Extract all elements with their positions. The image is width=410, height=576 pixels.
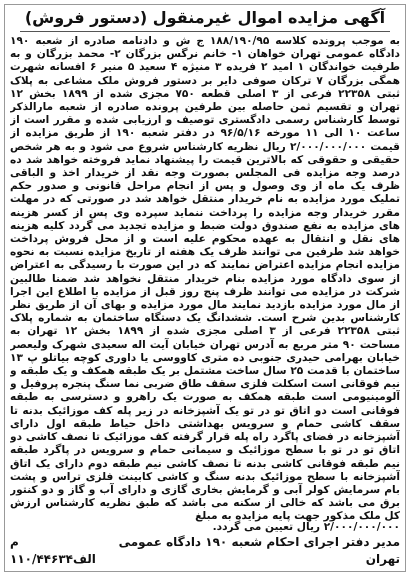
title-divider (20, 31, 390, 32)
reference-number: م الف۱۱۰/۴۴۶۳۴ (10, 535, 96, 566)
notice-title: آگهی مزایده اموال غیرمنقول (دستور فروش) (24, 8, 386, 27)
notice-footer (10, 520, 400, 568)
notice-body-text: به موجب پرونده کلاسه ۱۸۸/۱۹۰/۹۵ ج ش و دادنامه صادره از شعبه ۱۹۰ دادگاه عمومی تهران خواهان ۱- خانم نرگس بزرگان ۲- محمد بزرگان و به طرفیت خواندگان ۱ امید ۲ فریده ۳ منیژه ۴ سعید ۵ منیر ۶ افسانه شهرت همگی بزرگان ۷ ترکان صوفی دایر بر دستور فروش ملک مشاعی به پلاک ثبتی ۲۲۳۵۸ فرعی از ۳ اصلی قطعه ۷۵۰ مجزی شده از ۱۸۹۹ بخش ۱۲ تهران و تقسیم ثمن حاصله بین طرفین پرونده صادره از شعبه مارالذکر توسط کارشناس رسمی دادگستری توصیف و ارزیابی شده و مقرر است از ساعت ۱۰ الی ۱۱ مورخه ۹۶/۵/۱۶ در دفتر شعبه ۱۹۰ از طریق مزایده از قیمت ۲/۰۰۰/۰۰۰/۰۰۰ ریال نظریه کارشناس شروع می شود و به هر شخص حقیقی و حقوقی که بالاترین قیمت را پیشنهاد نماید فروخته خواهد شد ده درصد وجه مزایده فی المجلس بصورت وجه نقد از خریدار اخذ و الباقی ظرف یک ماه از وی وصول و پس از انجام مراحل قانونی و صدور حکم تملیک مورد مزایده به نام خریدار منتقل خواهد شد در صورتی که در مهلت مقرر خریدار وجه مزایده را پرداخت ننماید سپرده وی پس از کسر هزینه های مزایده به نفع صندوق دولت ضبط و مزایده تجدید می گردد کلیه هزینه های نقل و انتقال به عهده محکوم علیه است و از محل فروش پرداخت خواهد شد طرفین می توانند ظرف یک هفته از تاریخ مزایده نسبت به نحوه مزایده انجام مزایده اعتراض نمایند که در این صورت با رسیدگی به اعتراض از سوی دادگاه مورد مزایده بنام خریدار منتقل نخواهد شد ضمنا طالبین شرکت در مزایده می توانند ظرف پنج روز قبل از مزایده با اطلاع این اجرا از مال مورد مزایده بازدید نمایند مال مورد مزایده و بهای آن از طریق نظر کارشناس بدین شرح است. ششدانگ یک دستگاه ساختمان به شماره پلاک ثبتی ۲۲۳۵۸ فرعی از ۳ اصلی مجزی شده از ۱۸۹۹ بخش ۱۲ تهران به مساحت ۹۰ متر مربع به آدرس تهران خیابان آیت اله سعیدی شهرک ولیعصر خیابان بهرامی حیدری جنوبی ده متری کاووسی یا داوری کوچه بیاتلو پ ۱۳ ساختمان با قدمت ۲۵ سال ساخت مشتمل بر یک طبقه همکف و یک طبقه و نیم فوقانی است اسکلت فلزی سقف طاق ضربی نما سنگ پنجره پروفیل و آلومینیومی است طبقه همکف به صورت یک راهرو و دسترسی به طبقه فوقانی است دو اتاق تو در تو یک آشپزخانه در زیر پله کف موزائیک بدنه تا سقف کاشی حمام و سرویس بهداشتی داخل حیاط طبقه اول دارای آشپزخانه در فضای پاگرد راه پله قرار گرفته کف موزائیک تا نصف کاشی دو اتاق تو در تو با سطح موزائیک و سیمانی حمام و سرویس در پاگرد طبقه نیم طبقه فوقانی کاشی بدنه تا نصف کاشی نیم طبقه دوم دارای یک اتاق آشپزخانه با سطح موزائیک بدنه سنگ و کاشی کابینت فلزی تراس و پشت بام سرمایش کولر آبی و گرمایش بخاری گازی و دارای آب و گاز و دو کنتور برق می باشد که خالی از سکنه می باشد که طبق نظریه کارشناس ارزش کل ملک مذکور جهت پایه مزایده به مبلغ (10, 35, 400, 523)
signature: مدیر دفتر اجرای احکام شعبه ۱۹۰ دادگاه عمومی تهران (118, 535, 400, 566)
signature-row (10, 534, 400, 568)
notice-body (10, 35, 400, 531)
base-price-amount: ۲/۰۰۰/۰۰۰/۰۰۰ ریال تعیین می گردد. (212, 521, 400, 533)
